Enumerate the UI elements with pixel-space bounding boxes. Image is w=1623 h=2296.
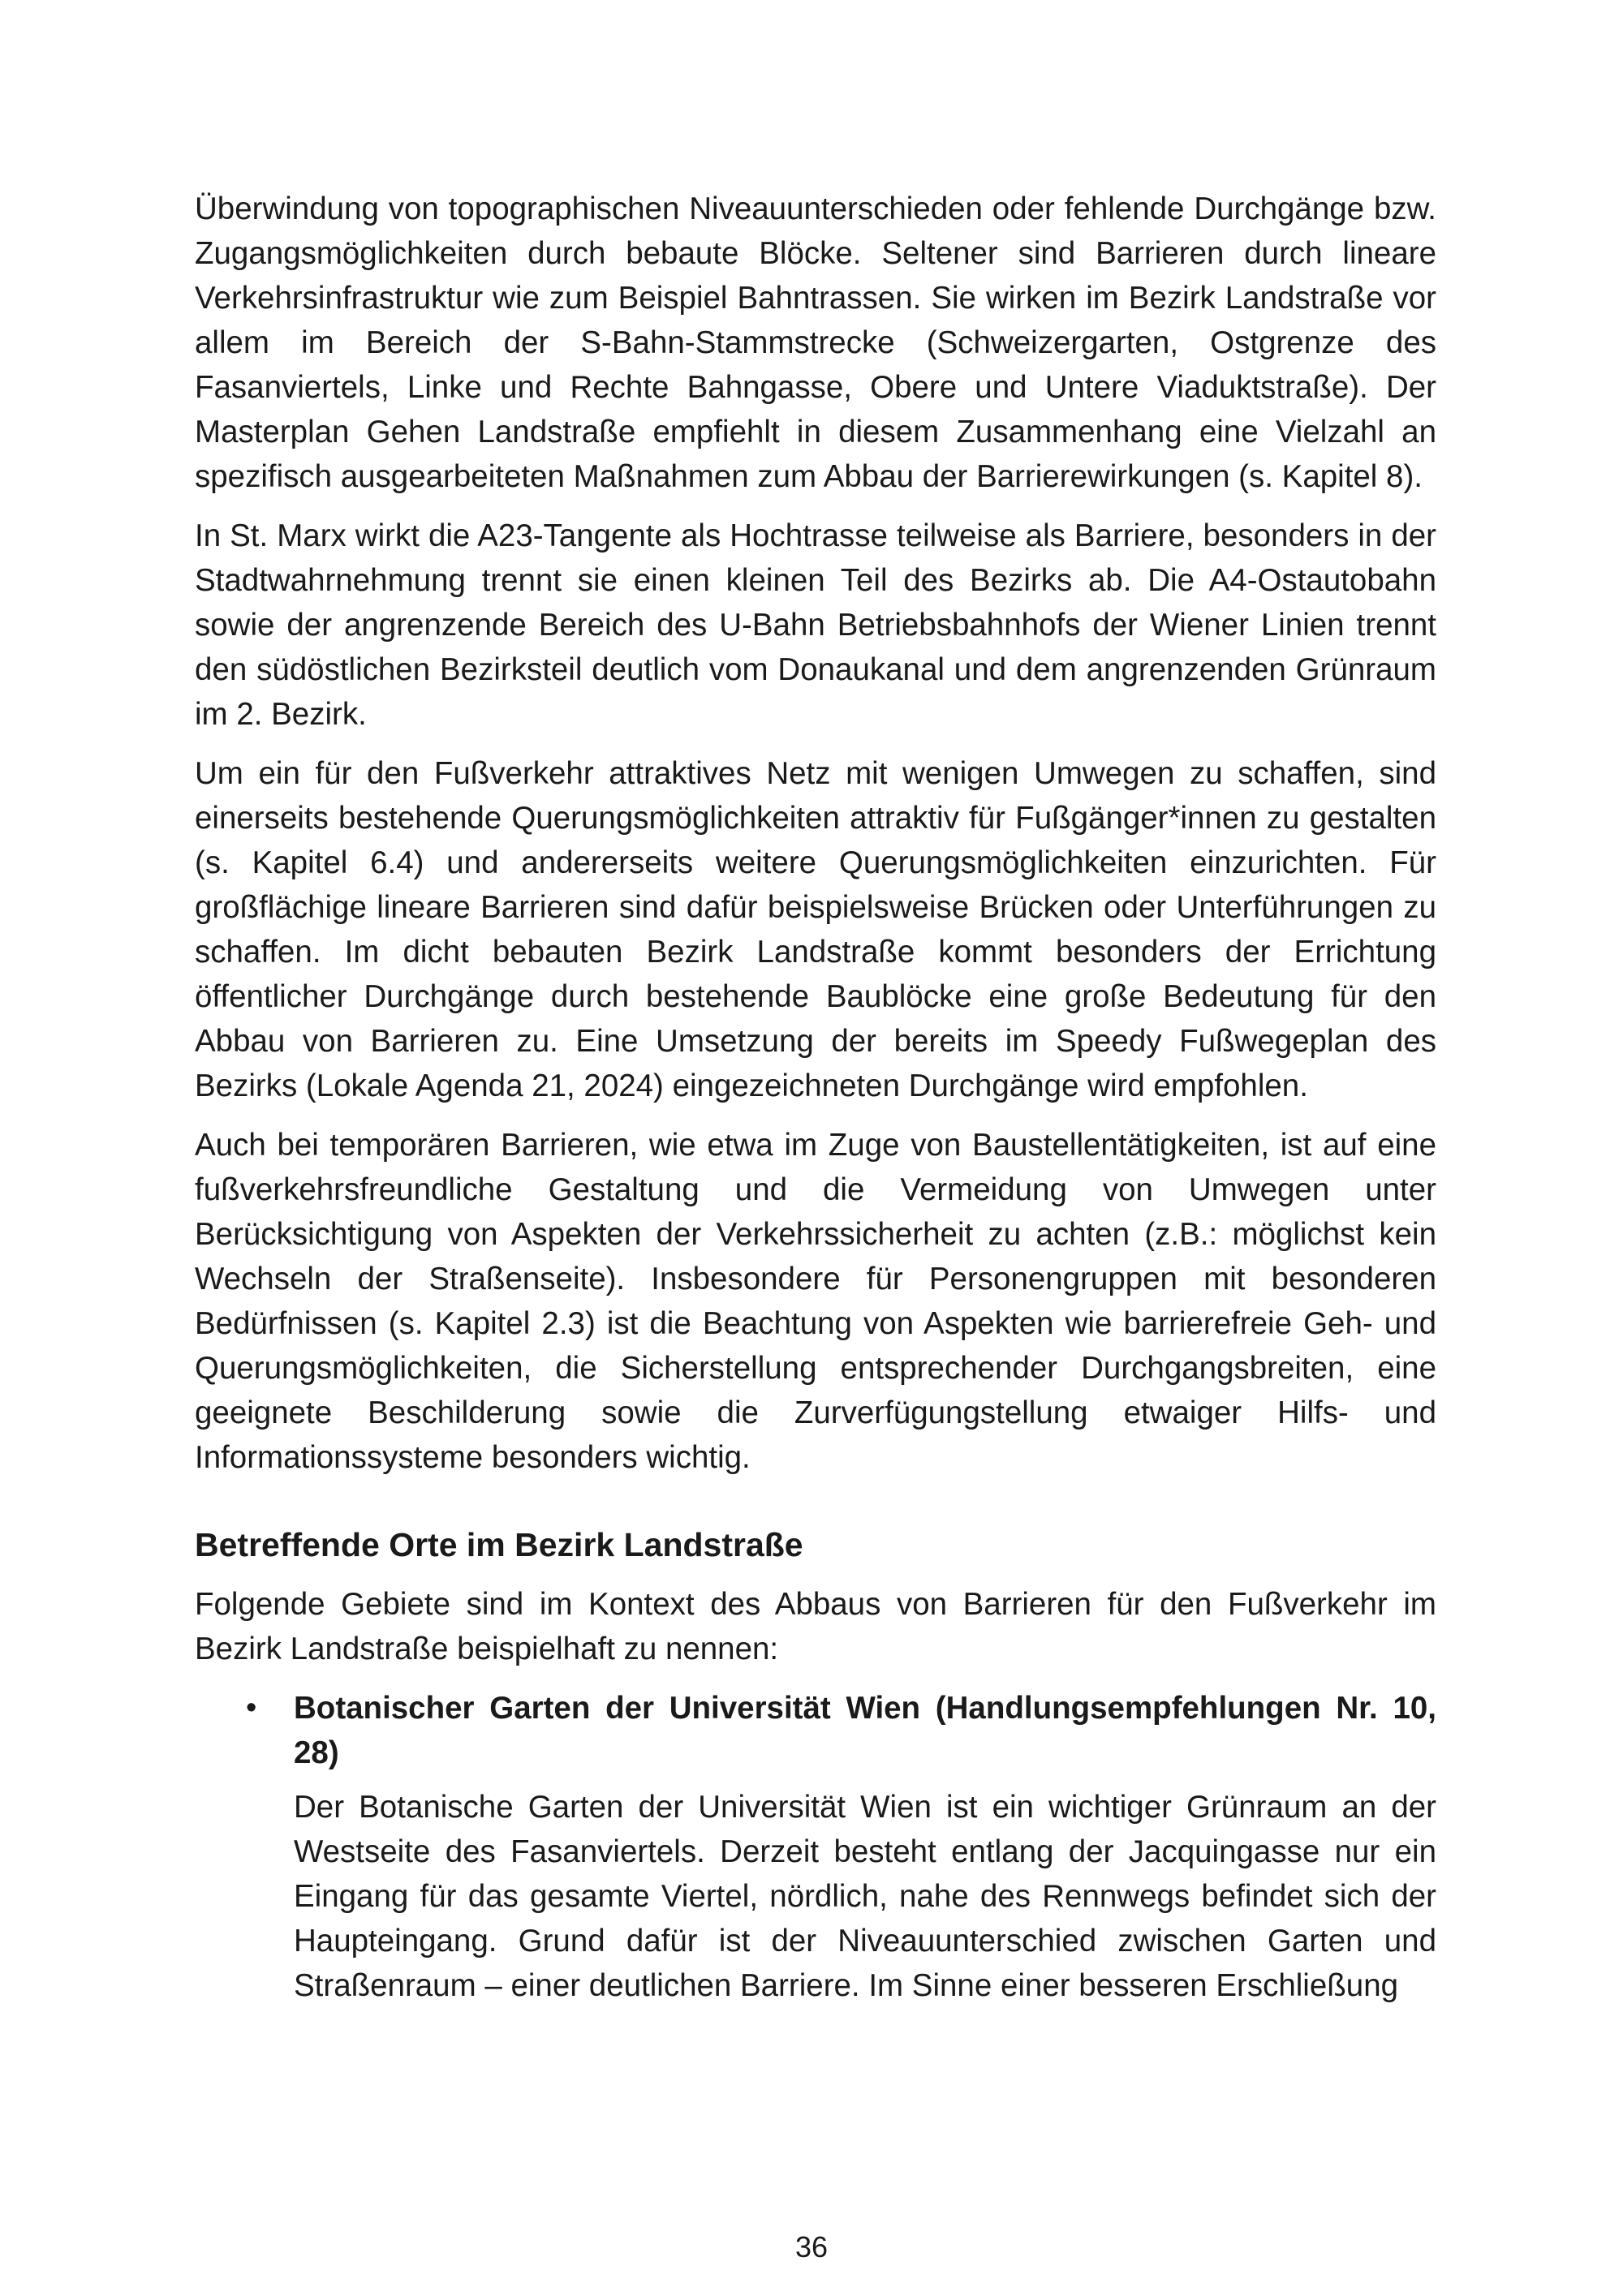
section-heading: Betreffende Orte im Bezirk Landstraße: [195, 1526, 803, 1563]
paragraph-barriers-intro: Überwindung von topographischen Niveauunterschieden oder fehlende Durchgänge bzw. Zugangsmöglichkeiten durch bebaute Blöcke. Seltener sind Barrieren durch lineare Verkehrsinfrastruktur wie zum Beispiel Bahntrassen. Sie wirken im Bezirk Landstraße vor allem im Bereich der S-Bahn-Stammstrecke (Schweizergarten, Ostgrenze des Fasanviertels, Linke und Rechte Bahngasse, Obere und Untere Viaduktstraße). Der Masterplan Gehen Landstraße empfiehlt in diesem Zusammenhang eine Vielzahl an spezifisch ausgearbeiteten Maßnahmen zum Abbau der Barrierewirkungen (s. Kapitel 8).: [195, 191, 1436, 494]
paragraph-temporary-barriers: Auch bei temporären Barrieren, wie etwa im Zuge von Baustellentätigkeiten, ist auf eine fußverkehrsfreundliche Gestaltung und die Vermeidung von Umwegen unter Berücksichtigung von Aspekten der Verkehrssicherheit zu achten (z.B.: möglichst kein Wechseln der Straßenseite). Insbesondere für Personengruppen mit besonderen Bedürfnissen (s. Kapitel 2.3) ist die Beachtung von Aspekten wie barrierefreie Geh- und Querungsmöglichkeiten, die Sicherstellung entsprechender Durchgangsbreiten, eine geeignete Beschilderung sowie die Zurverfügungstellung etwaiger Hilfs- und Informationssysteme besonders wichtig.: [195, 1128, 1436, 1475]
list-item-title: Botanischer Garten der Universität Wien (Handlungsempfehlungen Nr. 10, 28): [294, 1691, 1436, 1770]
locations-list: [195, 1686, 1436, 2008]
section-intro: Folgende Gebiete sind im Kontext des Abbaus von Barrieren für den Fußverkehr im Bezirk Landstraße beispielhaft zu nennen:: [195, 1587, 1436, 1666]
list-item-body: Der Botanische Garten der Universität Wien ist ein wichtiger Grünraum an der Westseite des Fasanviertels. Derzeit besteht entlang der Jacquingasse nur ein Eingang für das gesamte Viertel, nördlich, nahe des Rennwegs befindet sich der Haupteingang. Grund dafür ist der Niveauunterschied zwischen Garten und Straßenraum – einer deutlichen Barriere. Im Sinne einer besseren Erschließung: [294, 1790, 1436, 2003]
paragraph-network: Um ein für den Fußverkehr attraktives Netz mit wenigen Umwegen zu schaffen, sind einerseits bestehende Querungsmöglichkeiten attraktiv für Fußgänger*innen zu gestalten (s. Kapitel 6.4) und andererseits weitere Querungsmöglichkeiten einzurichten. Für großflächige lineare Barrieren sind dafür beispielsweise Brücken oder Unterführungen zu schaffen. Im dicht bebauten Bezirk Landstraße kommt besonders der Errichtung öffentlicher Durchgänge durch bestehende Baublöcke eine große Bedeutung für den Abbau von Barrieren zu. Eine Umsetzung der bereits im Speedy Fußwegeplan des Bezirks (Lokale Agenda 21, 2024) eingezeichneten Durchgänge wird empfohlen.: [195, 756, 1436, 1103]
list-item: [195, 1686, 1436, 2008]
page-number: 36: [794, 2230, 829, 2264]
bullet-icon: •: [246, 1691, 257, 1725]
paragraph-st-marx: In St. Marx wirkt die A23-Tangente als Hochtrasse teilweise als Barriere, besonders in der Stadtwahrnehmung trennt sie einen kleinen Teil des Bezirks ab. Die A4-Ostautobahn sowie der angrenzende Bereich des U-Bahn Betriebsbahnhofs der Wiener Linien trennt den südöstlichen Bezirksteil deutlich vom Donaukanal und dem angrenzenden Grünraum im 2. Bezirk.: [195, 518, 1436, 732]
document-page: [195, 187, 1436, 2008]
